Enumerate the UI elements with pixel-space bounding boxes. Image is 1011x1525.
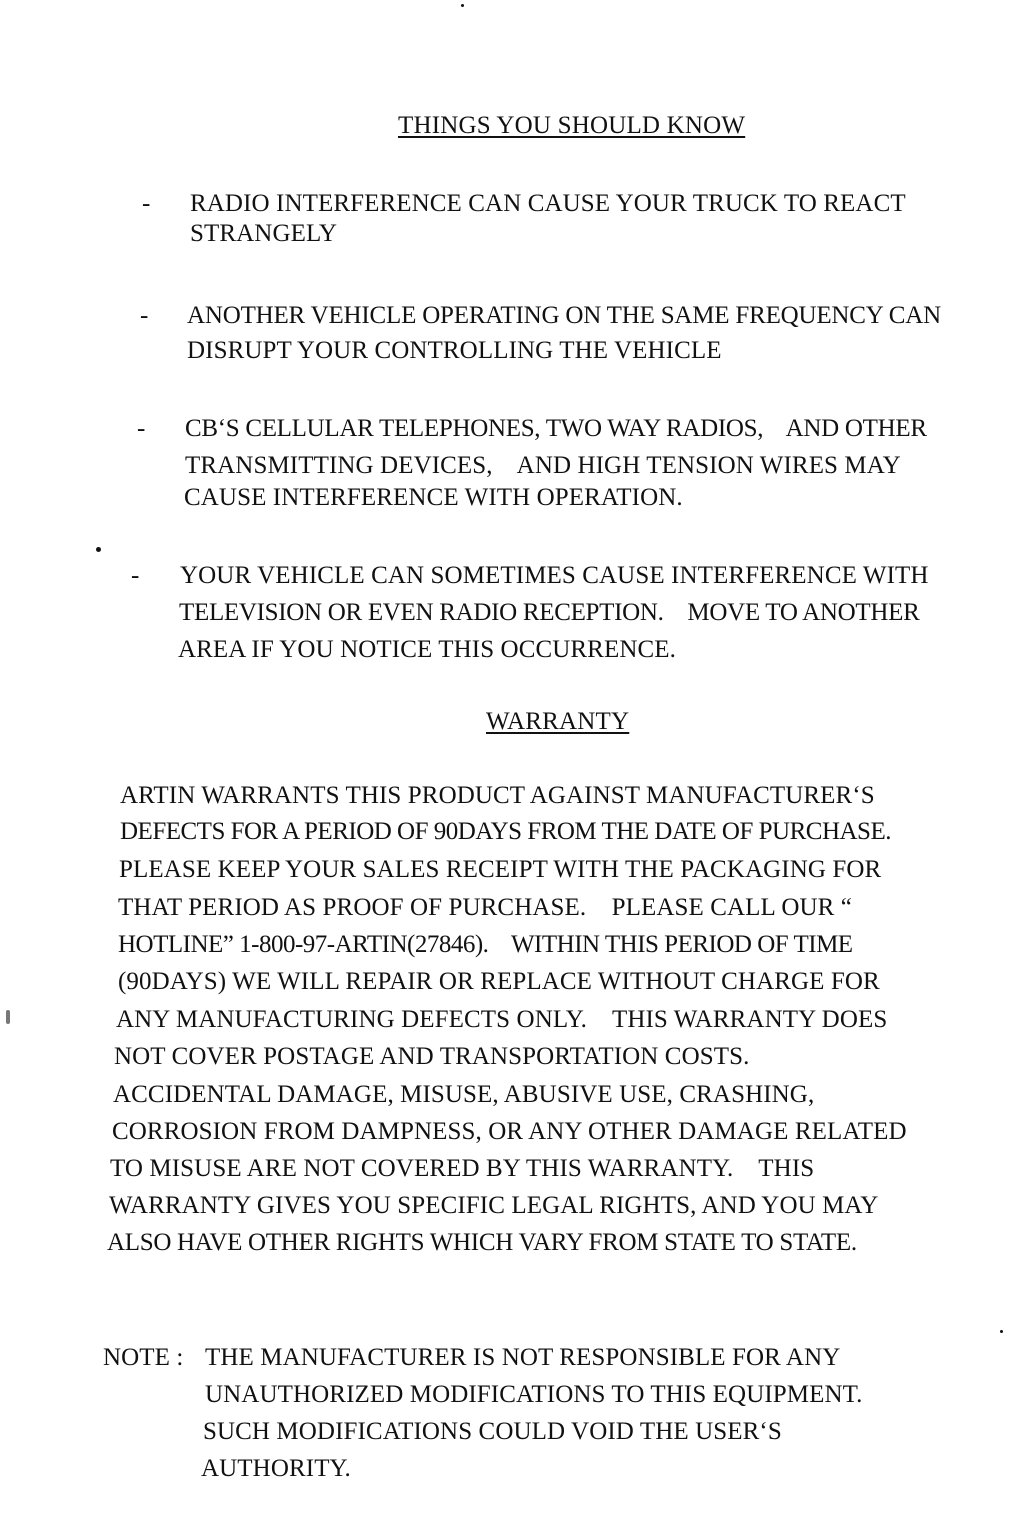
note-line-4: AUTHORITY. [201, 1455, 351, 1482]
warranty-line-10: CORROSION FROM DAMPNESS, OR ANY OTHER DAMAGE RELATED [112, 1118, 907, 1145]
warranty-line-8: NOT COVER POSTAGE AND TRANSPORTATION COSTS. [114, 1043, 750, 1070]
item-4-line-1: YOUR VEHICLE CAN SOMETIMES CAUSE INTERFERENCE WITH [180, 562, 929, 589]
warranty-line-6: (90DAYS) WE WILL REPAIR OR REPLACE WITHOUT CHARGE FOR [118, 968, 880, 995]
warranty-line-9: ACCIDENTAL DAMAGE, MISUSE, ABUSIVE USE, CRASHING, [113, 1081, 815, 1108]
item-3-line-1: CB‘S CELLULAR TELEPHONES, TWO WAY RADIOS, AND OTHER [185, 415, 927, 442]
item-2-line-2: DISRUPT YOUR CONTROLLING THE VEHICLE [187, 337, 722, 364]
bullet-dash: - [142, 190, 151, 217]
item-2-line-1: ANOTHER VEHICLE OPERATING ON THE SAME FREQUENCY CAN [187, 302, 941, 329]
item-3-line-3: CAUSE INTERFERENCE WITH OPERATION. [184, 484, 683, 511]
warranty-heading: WARRANTY [486, 708, 630, 735]
scan-speck [6, 1010, 10, 1024]
item-4-line-3: AREA IF YOU NOTICE THIS OCCURRENCE. [178, 636, 676, 663]
warranty-line-12: WARRANTY GIVES YOU SPECIFIC LEGAL RIGHTS, AND YOU MAY [109, 1192, 879, 1219]
scan-speck [461, 4, 464, 7]
warranty-line-4: THAT PERIOD AS PROOF OF PURCHASE. PLEASE CALL OUR “ [118, 894, 852, 921]
bullet-dash: - [131, 562, 140, 589]
warranty-line-7: ANY MANUFACTURING DEFECTS ONLY. THIS WARRANTY DOES [116, 1006, 888, 1033]
note-line-3: SUCH MODIFICATIONS COULD VOID THE USER‘S [203, 1418, 782, 1445]
note-line-2: UNAUTHORIZED MODIFICATIONS TO THIS EQUIPMENT. [205, 1381, 863, 1408]
scan-speck [1000, 1330, 1003, 1333]
note-line-1: THE MANUFACTURER IS NOT RESPONSIBLE FOR ANY [205, 1344, 841, 1371]
bullet-dash: - [137, 415, 146, 442]
bullet-dash: - [140, 302, 149, 329]
warranty-line-13: ALSO HAVE OTHER RIGHTS WHICH VARY FROM STATE TO STATE. [107, 1229, 857, 1256]
item-4-line-2: TELEVISION OR EVEN RADIO RECEPTION. MOVE TO ANOTHER [179, 599, 920, 626]
warranty-line-11: TO MISUSE ARE NOT COVERED BY THIS WARRANTY. THIS [110, 1155, 815, 1182]
warranty-line-2: DEFECTS FOR A PERIOD OF 90DAYS FROM THE DATE OF PURCHASE. [120, 818, 891, 845]
item-1-line-2: STRANGELY [190, 220, 338, 247]
things-heading: THINGS YOU SHOULD KNOW [398, 112, 746, 139]
warranty-line-1: ARTIN WARRANTS THIS PRODUCT AGAINST MANUFACTURER‘S [120, 782, 875, 809]
warranty-line-3: PLEASE KEEP YOUR SALES RECEIPT WITH THE PACKAGING FOR [119, 856, 882, 883]
item-3-line-2: TRANSMITTING DEVICES, AND HIGH TENSION WIRES MAY [185, 452, 901, 479]
note-label: NOTE : [103, 1344, 184, 1371]
stray-dot [96, 547, 101, 552]
warranty-line-5: HOTLINE” 1-800-97-ARTIN(27846). WITHIN THIS PERIOD OF TIME [118, 931, 853, 958]
item-1-line-1: RADIO INTERFERENCE CAN CAUSE YOUR TRUCK TO REACT [190, 190, 906, 217]
